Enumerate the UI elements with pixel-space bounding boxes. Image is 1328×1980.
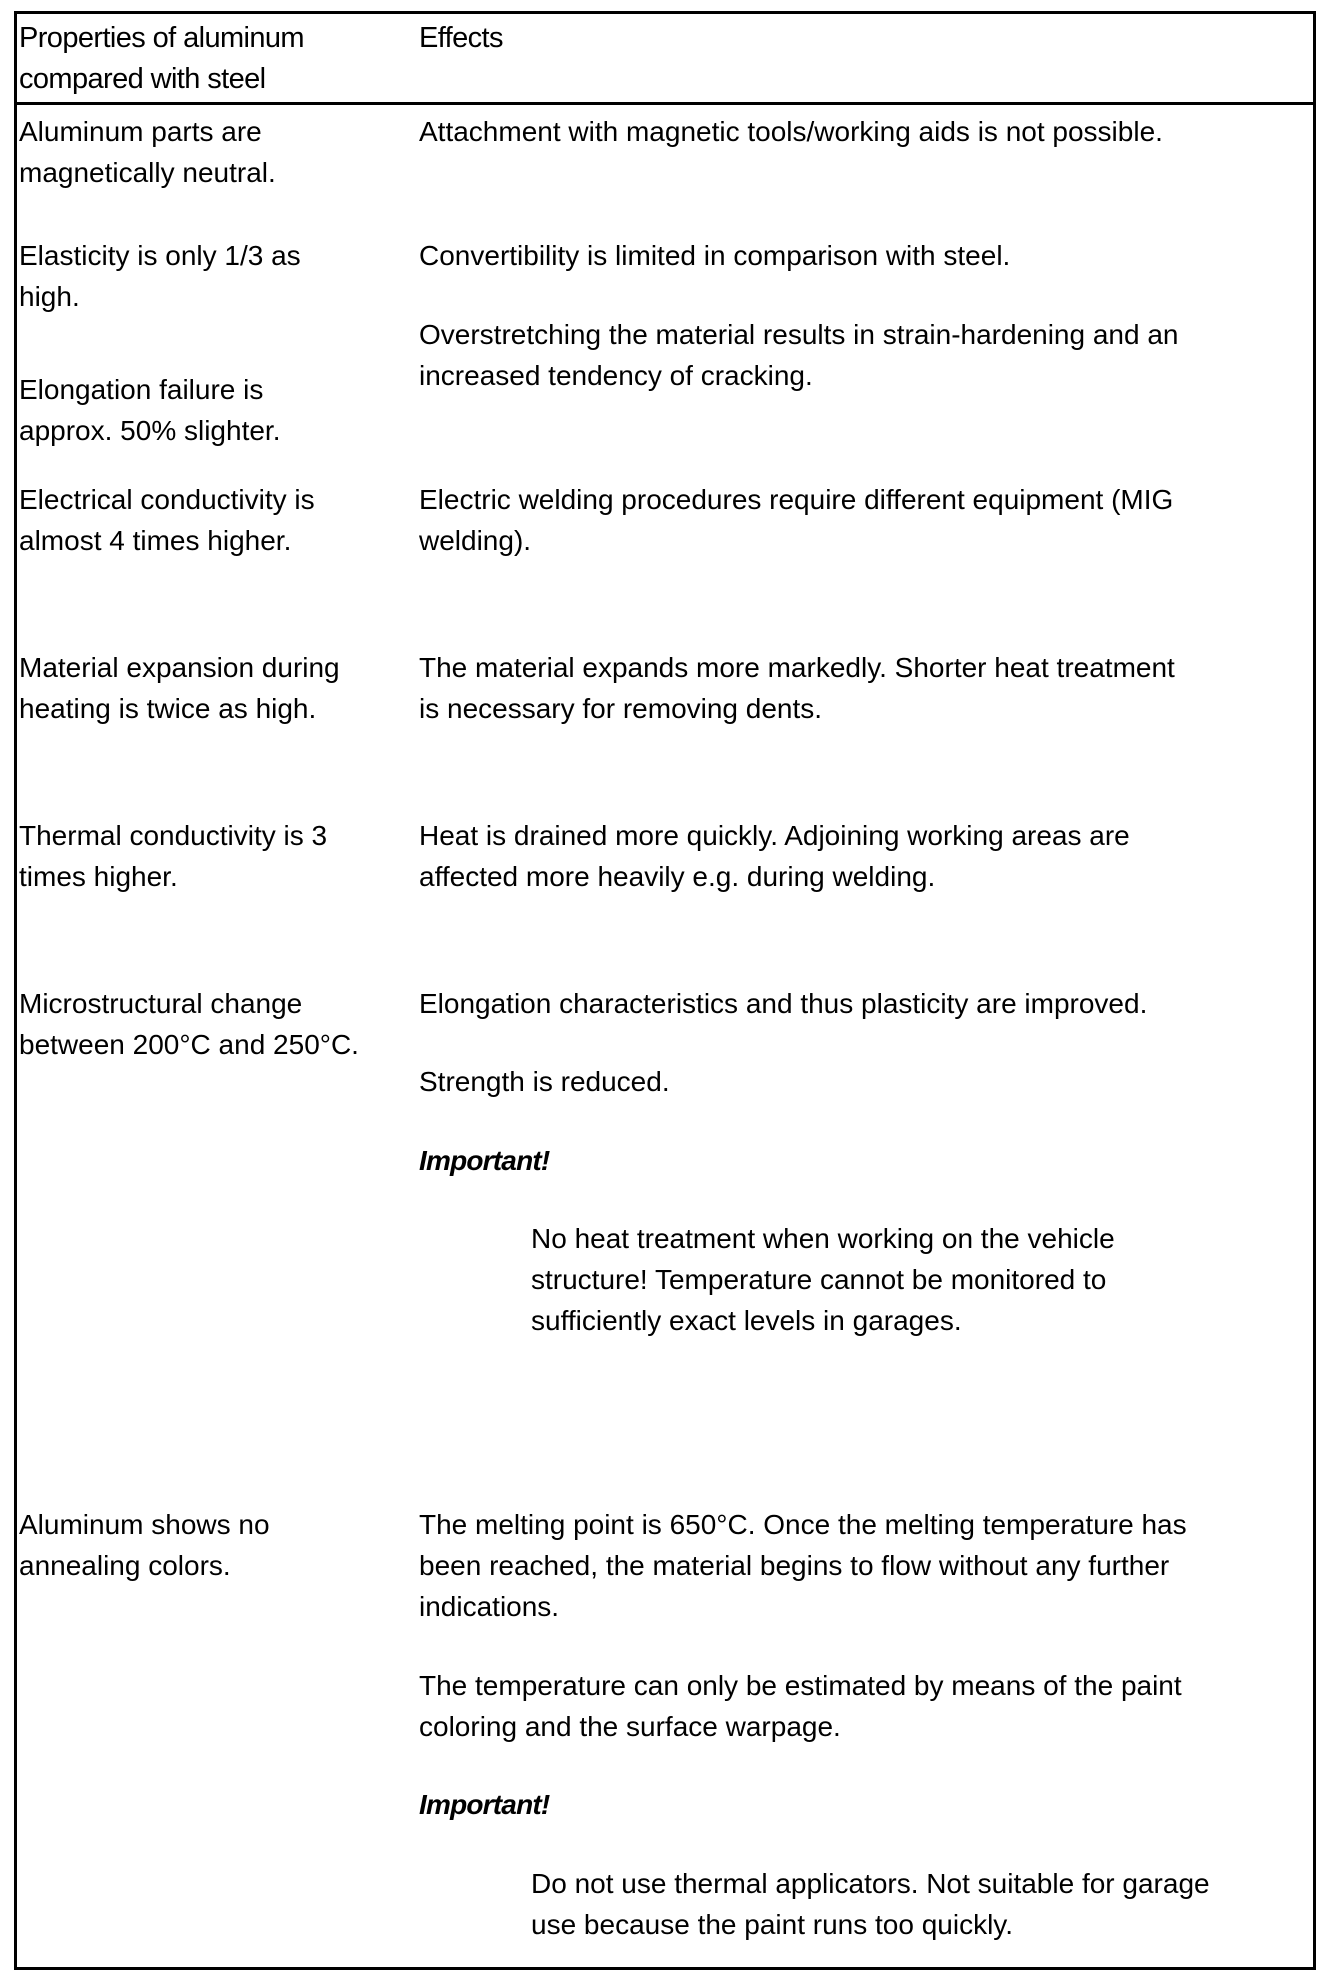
important-note: structure! Temperature cannot be monitored to — [531, 1264, 1107, 1295]
property-cell: Microstructural change — [19, 988, 303, 1019]
important-note: Do not use thermal applicators. Not suitable for garage — [531, 1868, 1210, 1899]
important-note: sufficiently exact levels in garages. — [531, 1305, 962, 1336]
important-label: Important! — [419, 1145, 550, 1176]
property-cell: high. — [19, 281, 80, 312]
effect-cell: Strength is reduced. — [419, 1066, 670, 1097]
effect-cell: Overstretching the material results in strain-hardening and an — [419, 319, 1179, 350]
property-cell: magnetically neutral. — [19, 157, 276, 188]
property-cell: Aluminum parts are — [19, 116, 262, 147]
property-cell: almost 4 times higher. — [19, 525, 292, 556]
effect-cell: The melting point is 650°C. Once the melting temperature has — [419, 1509, 1187, 1540]
property-cell: Elongation failure is — [19, 374, 264, 405]
effect-cell: increased tendency of cracking. — [419, 360, 813, 391]
property-cell: heating is twice as high. — [19, 693, 317, 724]
important-note: use because the paint runs too quickly. — [531, 1909, 1014, 1940]
effect-cell: The temperature can only be estimated by means of the paint — [419, 1670, 1182, 1701]
effect-cell: Elongation characteristics and thus plasticity are improved. — [419, 988, 1148, 1019]
effect-cell: Electric welding procedures require different equipment (MIG — [419, 484, 1174, 515]
effect-cell: The material expands more markedly. Shorter heat treatment — [419, 652, 1175, 683]
important-note: No heat treatment when working on the vehicle — [531, 1223, 1115, 1254]
important-label: Important! — [419, 1789, 550, 1820]
property-cell: Electrical conductivity is — [19, 484, 315, 515]
effect-cell: Attachment with magnetic tools/working aids is not possible. — [419, 116, 1163, 147]
effect-cell: coloring and the surface warpage. — [419, 1711, 841, 1742]
effect-cell: Heat is drained more quickly. Adjoining working areas are — [419, 820, 1130, 851]
header-effects: Effects — [419, 22, 503, 54]
effect-cell: welding). — [419, 525, 532, 556]
property-cell: Material expansion during — [19, 652, 340, 683]
property-cell: approx. 50% slighter. — [19, 415, 281, 446]
effect-cell: been reached, the material begins to flow without any further — [419, 1550, 1170, 1581]
properties-table — [14, 11, 1316, 1970]
effect-cell: is necessary for removing dents. — [419, 693, 823, 724]
header-divider — [17, 102, 1313, 105]
effect-cell: indications. — [419, 1591, 560, 1622]
effect-cell: Convertibility is limited in comparison with steel. — [419, 240, 1011, 271]
property-cell: Thermal conductivity is 3 — [19, 820, 328, 851]
property-cell: between 200°C and 250°C. — [19, 1029, 359, 1060]
effect-cell: affected more heavily e.g. during welding. — [419, 861, 936, 892]
header-properties-line-2: compared with steel — [19, 63, 266, 95]
property-cell: Elasticity is only 1/3 as — [19, 240, 301, 271]
property-cell: Aluminum shows no — [19, 1509, 270, 1540]
property-cell: annealing colors. — [19, 1550, 231, 1581]
header-properties-line-1: Properties of aluminum — [19, 22, 304, 54]
property-cell: times higher. — [19, 861, 178, 892]
